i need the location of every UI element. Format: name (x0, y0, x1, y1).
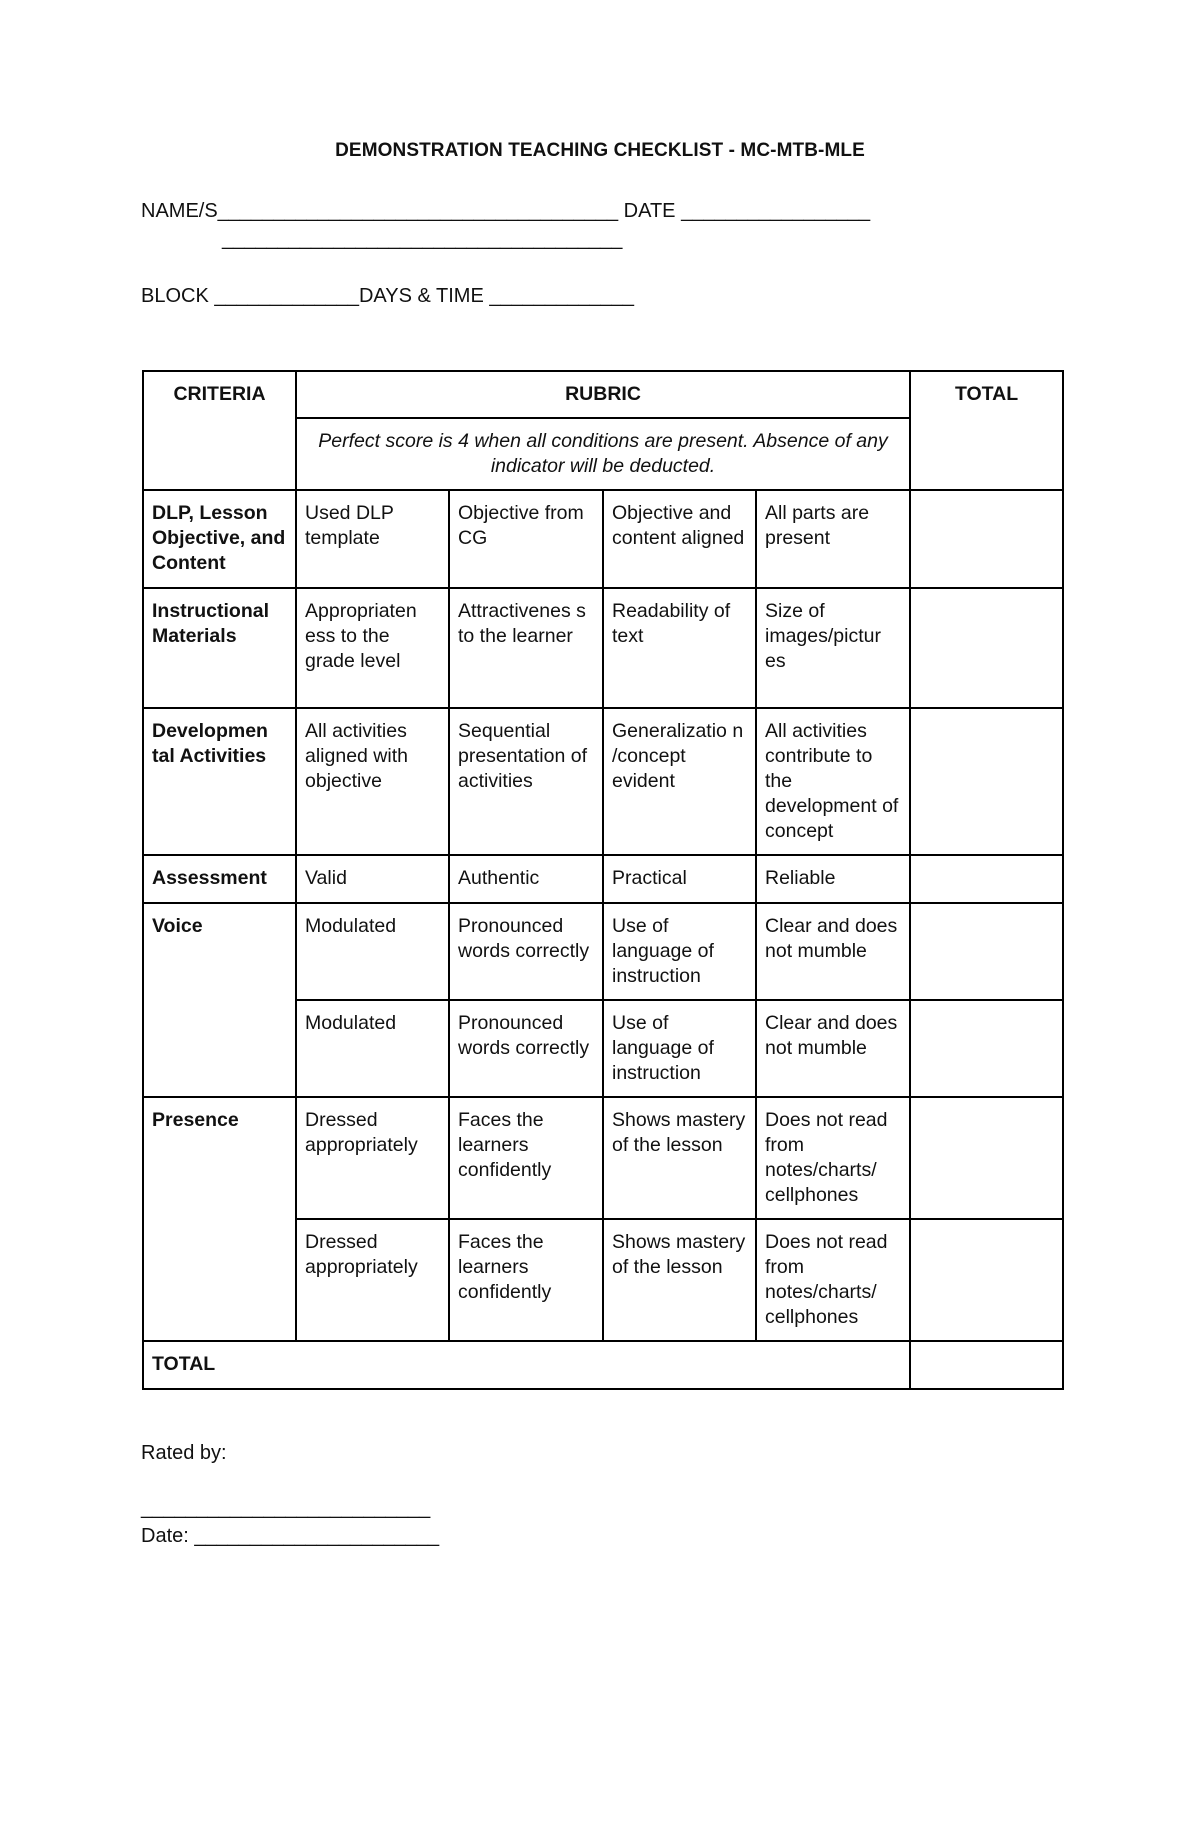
page-title: DEMONSTRATION TEACHING CHECKLIST - MC-MTB-MLE (335, 140, 865, 161)
rubric-cell: Modulated (296, 903, 449, 1000)
rubric-cell: Sequential presentation of activities (449, 708, 603, 855)
names-date-line: NAME/S____________________________________ DATE _________________ (141, 200, 871, 222)
total-cell[interactable] (910, 855, 1063, 903)
rubric-cell: Practical (603, 855, 756, 903)
table-row (143, 1097, 1063, 1219)
rubric-cell: Size of images/pictur es (756, 588, 910, 708)
total-cell[interactable] (910, 588, 1063, 708)
block-days-time-line: BLOCK _____________DAYS & TIME _____________ (141, 285, 634, 307)
total-header: TOTAL (910, 371, 1063, 490)
rubric-cell: All activities aligned with objective (296, 708, 449, 855)
table-row (143, 490, 1063, 588)
rubric-cell: Faces the learners confidently (449, 1097, 603, 1219)
criteria-cell: DLP, Lesson Objective, and Content (143, 490, 296, 588)
rubric-cell: Clear and does not mumble (756, 903, 910, 1000)
total-cell[interactable] (910, 1097, 1063, 1219)
table-header-row (143, 371, 1063, 418)
rubric-cell: Dressed appropriately (296, 1097, 449, 1219)
names-continuation-line: ____________________________________ (222, 228, 623, 250)
date-line: Date: ______________________ (141, 1525, 440, 1547)
rubric-cell: Faces the learners confidently (449, 1219, 603, 1341)
criteria-header: CRITERIA (143, 371, 296, 490)
rubric-cell: Attractivenes s to the learner (449, 588, 603, 708)
rubric-cell: Shows mastery of the lesson (603, 1219, 756, 1341)
criteria-cell: Presence (143, 1097, 296, 1341)
rubric-cell: Objective from CG (449, 490, 603, 588)
rubric-cell: Dressed appropriately (296, 1219, 449, 1341)
rubric-table (142, 370, 1064, 1390)
rubric-cell: All parts are present (756, 490, 910, 588)
criteria-cell: Developmen tal Activities (143, 708, 296, 855)
criteria-cell: Assessment (143, 855, 296, 903)
criteria-cell: Voice (143, 903, 296, 1097)
rubric-cell: Valid (296, 855, 449, 903)
rubric-cell: Does not read from notes/charts/ cellphones (756, 1097, 910, 1219)
criteria-cell: Instructional Materials (143, 588, 296, 708)
rubric-cell: Generalizatio n /concept evident (603, 708, 756, 855)
total-cell[interactable] (910, 708, 1063, 855)
signature-line: __________________________ (141, 1497, 431, 1519)
total-row-label: TOTAL (143, 1341, 910, 1389)
rubric-note: Perfect score is 4 when all conditions are present. Absence of any indicator will be deducted. (296, 418, 910, 490)
rated-by-label: Rated by: (141, 1442, 227, 1464)
rubric-cell: Modulated (296, 1000, 449, 1097)
table-row (143, 903, 1063, 1000)
rubric-cell: Used DLP template (296, 490, 449, 588)
rubric-cell: Pronounced words correctly (449, 903, 603, 1000)
rubric-cell: Use of language of instruction (603, 903, 756, 1000)
rubric-cell: Shows mastery of the lesson (603, 1097, 756, 1219)
rubric-cell: Readability of text (603, 588, 756, 708)
total-cell[interactable] (910, 903, 1063, 1000)
rubric-cell: Use of language of instruction (603, 1000, 756, 1097)
rubric-header: RUBRIC (296, 371, 910, 418)
rubric-cell: Appropriaten ess to the grade level (296, 588, 449, 708)
total-cell[interactable] (910, 1000, 1063, 1097)
table-row (143, 588, 1063, 708)
rubric-cell: All activities contribute to the development of concept (756, 708, 910, 855)
rubric-cell: Does not read from notes/charts/ cellphones (756, 1219, 910, 1341)
total-cell[interactable] (910, 490, 1063, 588)
total-row (143, 1341, 1063, 1389)
rubric-cell: Objective and content aligned (603, 490, 756, 588)
grand-total-cell[interactable] (910, 1341, 1063, 1389)
rubric-cell: Authentic (449, 855, 603, 903)
table-row (143, 855, 1063, 903)
table-row (143, 708, 1063, 855)
total-cell[interactable] (910, 1219, 1063, 1341)
rubric-cell: Reliable (756, 855, 910, 903)
rubric-cell: Pronounced words correctly (449, 1000, 603, 1097)
rubric-cell: Clear and does not mumble (756, 1000, 910, 1097)
